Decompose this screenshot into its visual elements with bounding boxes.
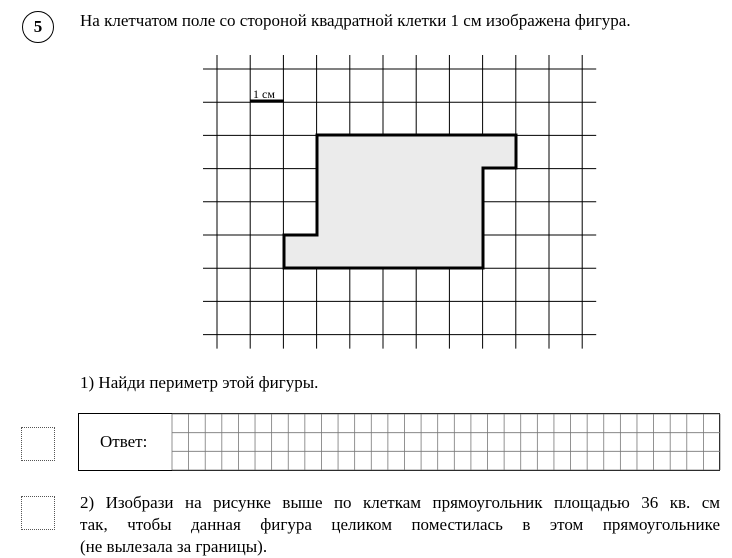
question-2 xyxy=(80,492,720,558)
scale-label: 1 см xyxy=(253,87,275,101)
question-1: 1) Найди периметр этой фигуры. xyxy=(80,373,319,392)
task-statement: На клетчатом поле со стороной квадратной клетки 1 см изображена фигура. xyxy=(80,11,631,30)
task-number: 5 xyxy=(33,17,43,36)
answer-label: Ответ: xyxy=(100,432,148,451)
figure-shape xyxy=(284,135,516,268)
question-2-line-3: (не вылезала за границы). xyxy=(80,537,268,556)
question-2-line-1: 2) Изобрази на рисунке выше по клеткам прямоугольник площадью 36 кв. см xyxy=(80,493,720,512)
answer-check-box[interactable] xyxy=(21,427,55,461)
answer-frame xyxy=(78,413,720,471)
question-2-line-2: так, чтобы данная фигура целиком поместилась в этом прямоугольнике xyxy=(80,515,720,534)
task2-check-box[interactable] xyxy=(21,496,55,530)
